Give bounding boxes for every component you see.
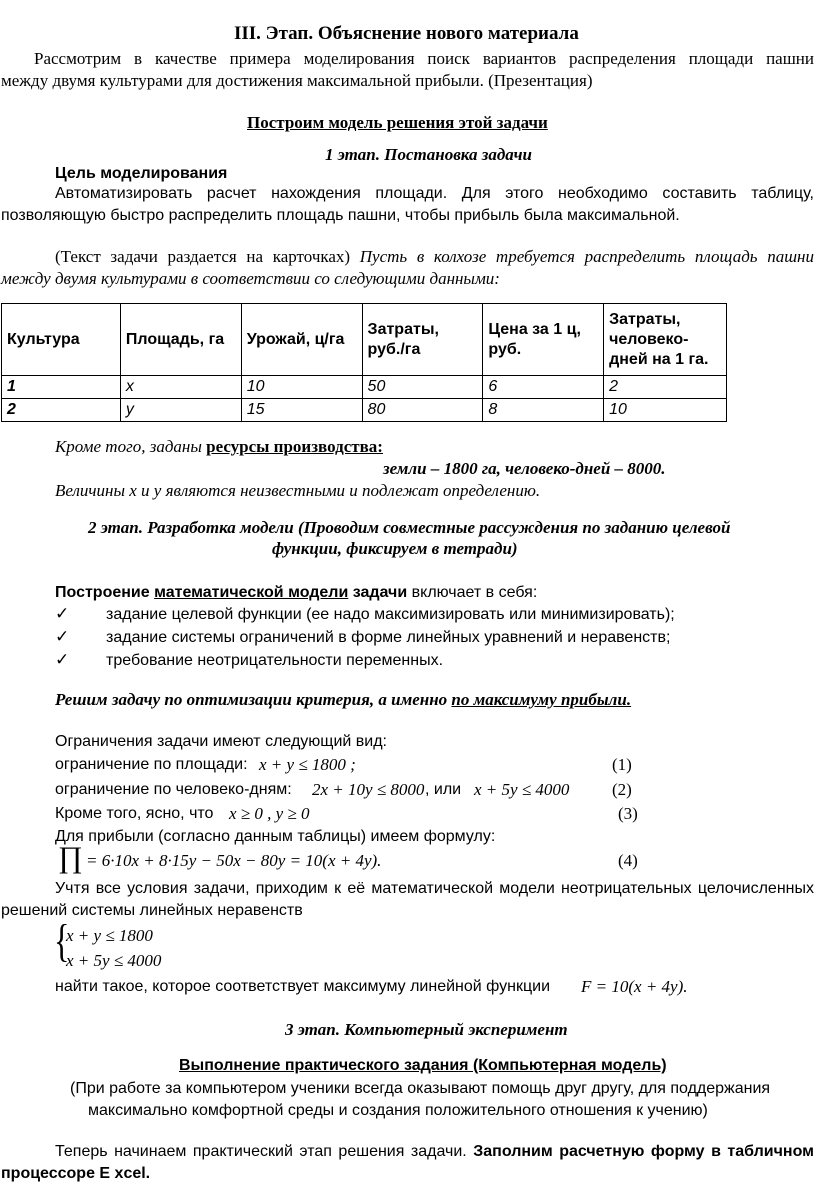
table-cell: 10 (241, 376, 362, 399)
system-line-2: x + 5y ≤ 4000 (66, 951, 162, 970)
checkmark-icon: ✓ (55, 627, 70, 646)
stage3-heading: 3 этап. Компьютерный эксперимент (285, 1020, 568, 1039)
constraint-1-formula: x + y ≤ 1800 ; (259, 755, 356, 774)
final-bold-1: Заполним расчетную форму в табличном (473, 1143, 814, 1160)
find-text: найти такое, которое соответствует максимуму линейной функции (55, 978, 550, 995)
resources-prefix: Кроме того, заданы (55, 437, 207, 456)
practice-line-2: максимально комфортной среды и создания положительного отношения к учению) (88, 1102, 708, 1119)
constraint-1-label: ограничение по площади: (55, 756, 248, 773)
task-text-line-2: между двумя культурами в соответствии со следующими данными: (1, 269, 500, 288)
table-cell: 15 (241, 399, 362, 422)
constraint-2-formula: 2x + 10y ≤ 8000 (312, 780, 425, 799)
practice-heading: Выполнение практического задания (Компьютерная модель) (179, 1057, 667, 1074)
conclusion-line-2: решений системы линейных неравенств (1, 902, 303, 919)
constraints-intro: Ограничения задачи имеют следующий вид: (55, 733, 387, 750)
checkmark-icon: ✓ (55, 604, 70, 623)
intro-line-1: Рассмотрим в качестве примера моделирования поиск вариантов распределения площади пашни (34, 49, 814, 68)
table-row (2, 399, 727, 422)
table-header-row (2, 304, 727, 376)
bullet-item: требование неотрицательности переменных. (106, 652, 444, 669)
task-text-line-1 (55, 247, 814, 267)
task-prefix: (Текст задачи раздается на карточках) (55, 247, 360, 266)
profit-number: (4) (618, 851, 638, 870)
checkmark-icon: ✓ (55, 650, 70, 669)
construction-rest: включает в себя: (407, 584, 538, 601)
table-header-cell: Цена за 1 ц, руб. (483, 304, 604, 376)
table-header-cell: Затраты, человеко-дней на 1 га. (604, 304, 727, 376)
profit-formula: = 6·10x + 8·15y − 50x − 80y = 10(x + 4y). (86, 851, 382, 870)
practice-line-1: (При работе за компьютером ученики всегда оказывают помощь друг другу, для поддержания (70, 1080, 771, 1097)
final-line-1 (55, 1143, 814, 1161)
find-formula: F = 10(x + 4y). (581, 977, 688, 996)
table-cell: 80 (362, 399, 483, 422)
constraint-3-number: (3) (618, 804, 638, 823)
brace-icon: { (54, 915, 70, 966)
construction-line (55, 584, 537, 602)
profit-intro: Для прибыли (согласно данным таблицы) имеем формулу: (55, 828, 496, 845)
final-bold-2: процессоре E xcel. (1, 1165, 151, 1182)
constraint-2-or: , или (425, 781, 462, 798)
resources-label: ресурсы производства: (206, 437, 383, 456)
construction-task: задачи (348, 584, 408, 601)
table-cell: 50 (362, 376, 483, 399)
page-title: III. Этап. Объяснение нового материала (234, 23, 579, 44)
system-line-1: x + y ≤ 1800 (66, 926, 153, 945)
table-cell: 6 (483, 376, 604, 399)
construction-word: Построение (55, 584, 155, 601)
unknowns-note: Величины x и y являются неизвестными и подлежат определению. (55, 481, 541, 500)
table-cell: 2 (604, 376, 727, 399)
solve-prefix: Решим задачу по оптимизации критерия, а именно (55, 690, 452, 709)
table-header-cell: Культура (2, 304, 121, 376)
intro-line-2: между двумя культурами для достижения максимальной прибыли. (Презентация) (1, 71, 593, 90)
constraint-2-number: (2) (612, 780, 632, 799)
goal-line-1: Автоматизировать расчет нахождения площади. Для этого необходимо составить таблицу, (55, 185, 814, 202)
construction-link: математической модели (154, 584, 349, 601)
task-italic-1: Пусть в колхозе требуется распределить площадь пашни (359, 247, 814, 266)
bullet-item: задание системы ограничений в форме линейных уравнений и неравенств; (106, 629, 671, 646)
table-cell: 10 (604, 399, 727, 422)
table-header-cell: Урожай, ц/га (241, 304, 362, 376)
conclusion-line-1: Учтя все условия задачи, приходим к её математической модели неотрицательных целочисленных (55, 880, 814, 897)
table-cell: 1 (2, 376, 121, 399)
stage2-heading-line-2: функции, фиксируем в тетради) (272, 539, 518, 558)
table-cell: 8 (483, 399, 604, 422)
solve-line (55, 690, 631, 710)
bullet-item: задание целевой функции (ее надо максимизировать или минимизировать); (106, 606, 675, 623)
table-cell: y (120, 399, 241, 422)
constraint-2-formula-alt: x + 5y ≤ 4000 (474, 780, 570, 799)
resources-values: земли – 1800 га, человеко-дней – 8000. (383, 459, 666, 478)
table-header-cell: Затраты, руб./га (362, 304, 483, 376)
goal-heading: Цель моделирования (55, 165, 228, 182)
product-icon: ∏ (58, 841, 83, 874)
constraint-1-number: (1) (612, 755, 632, 774)
constraint-3-formula: x ≥ 0 , y ≥ 0 (229, 804, 310, 823)
table-cell: 2 (2, 399, 121, 422)
stage2-heading-line-1: 2 этап. Разработка модели (Проводим совместные рассуждения по заданию целевой (88, 518, 731, 537)
table-row (2, 376, 727, 399)
goal-line-2: позволяющую быстро распределить площадь пашни, чтобы прибыль была максимальной. (1, 207, 680, 224)
data-table (1, 303, 727, 422)
table-header-cell: Площадь, га (120, 304, 241, 376)
constraint-3-label: Кроме того, ясно, что (55, 805, 214, 822)
stage1-heading: 1 этап. Постановка задачи (325, 145, 532, 164)
final-prefix: Теперь начинаем практический этап решения задачи. (55, 1143, 474, 1160)
constraint-2-label: ограничение по человеко-дням: (55, 781, 292, 798)
table-cell: x (120, 376, 241, 399)
resources-line (55, 437, 383, 457)
solve-link: по максимуму прибыли. (451, 690, 632, 709)
build-model-heading: Построим модель решения этой задачи (247, 113, 548, 132)
